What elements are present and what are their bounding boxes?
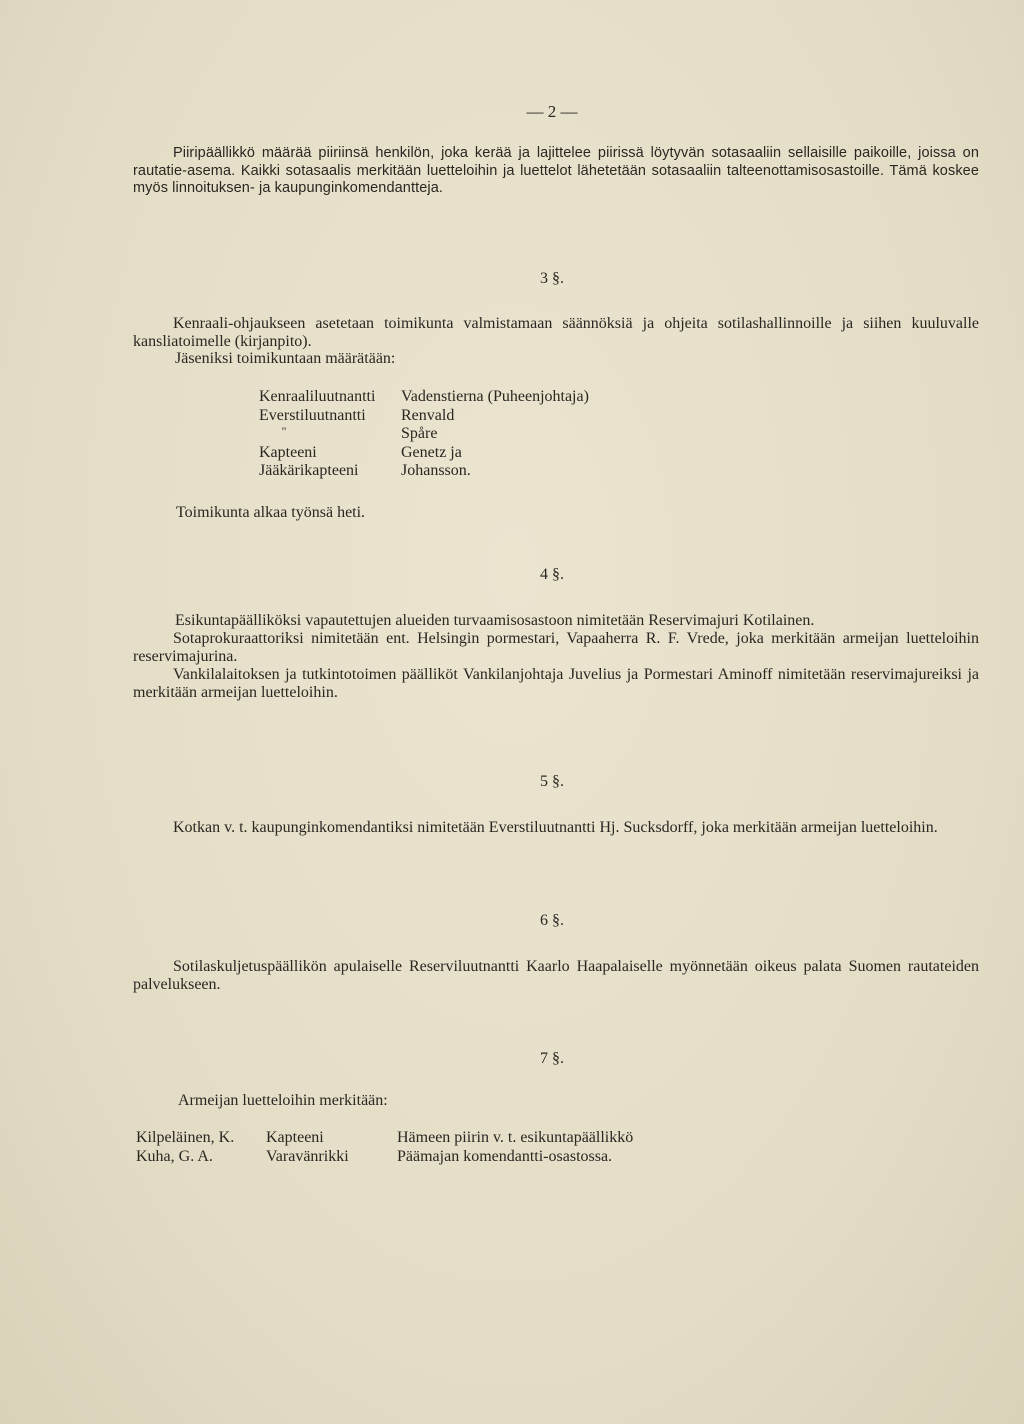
member-name: Genetz ja xyxy=(401,443,462,461)
person-rank: Varavänrikki xyxy=(266,1147,349,1165)
section-5-heading: 5 §. xyxy=(540,773,564,790)
intro-paragraph: Piiripäällikkö määrää piiriinsä henkilön, joka kerää ja lajittelee piirissä löytyvän sotasaaliin sellaisille paikoille, joissa on rautatie-asema. Kaikki sotasaalis merkitään luetteloihin ja luettelot lähetetään sotasaaliin talteenottamisosastoille. Tämä koskee myös linnoituksen- ja kaupunginkomendantteja. xyxy=(133,145,979,196)
section-7-heading: 7 §. xyxy=(540,1050,564,1067)
member-name: Renvald xyxy=(401,406,455,424)
section-7-intro: Armeijan luetteloihin merkitään: xyxy=(178,1092,388,1109)
member-row xyxy=(259,462,589,481)
section-6-paragraph: Sotilaskuljetuspäällikön apulaiselle Reserviluutnantti Kaarlo Haapalaiselle myönnetään oikeus palata Suomen rautateiden palvelukseen. xyxy=(133,958,979,993)
member-rank: Jääkärikapteeni xyxy=(259,462,359,479)
members-intro: Jäseniksi toimikuntaan määrätään: xyxy=(175,350,396,367)
section-4-paragraph-3: Vankilalaitoksen ja tutkintotoimen päälliköt Vankilanjohtaja Juvelius ja Pormestari Aminoff nimitetään reservimajureiksi ja merkitään armeijan luetteloihin. xyxy=(133,666,979,701)
section-3-closing: Toimikunta alkaa työnsä heti. xyxy=(176,504,366,521)
member-name: Vadenstierna (Puheenjohtaja) xyxy=(401,388,589,405)
member-row xyxy=(259,425,589,444)
person-note: Hämeen piirin v. t. esikuntapäällikkö xyxy=(397,1129,634,1146)
member-row xyxy=(259,444,589,463)
section-4-paragraph-2: Sotaprokuraattoriksi nimitetään ent. Helsingin pormestari, Vapaaherra R. F. Vrede, joka merkitään armeijan luetteloihin reservimajurina. xyxy=(133,630,979,665)
person-rank: Kapteeni xyxy=(266,1129,324,1146)
member-name: Spåre xyxy=(401,425,438,442)
member-rank-ditto xyxy=(259,425,401,444)
member-rank: Everstiluutnantti xyxy=(259,406,366,424)
enlisted-people-list xyxy=(136,1129,633,1166)
member-rank: Kapteeni xyxy=(259,443,317,461)
section-3-heading: 3 §. xyxy=(540,270,564,287)
person-row xyxy=(136,1148,633,1167)
section-4-heading: 4 §. xyxy=(540,566,564,583)
member-name: Johansson. xyxy=(401,462,471,479)
committee-members-list xyxy=(259,388,589,481)
member-rank: Kenraaliluutnantti xyxy=(259,388,376,405)
person-note: Päämajan komendantti-osastossa. xyxy=(397,1147,613,1165)
person-name: Kuha, G. A. xyxy=(136,1147,213,1165)
person-name: Kilpeläinen, K. xyxy=(136,1129,235,1146)
member-row xyxy=(259,388,589,407)
section-5-paragraph: Kotkan v. t. kaupunginkomendantiksi nimitetään Everstiluutnantti Hj. Sucksdorff, joka merkitään armeijan luetteloihin. xyxy=(173,819,938,836)
section-6-heading: 6 §. xyxy=(540,912,564,929)
ditto-mark: " xyxy=(281,424,287,438)
section-3-paragraph: Kenraali-ohjaukseen asetetaan toimikunta valmistamaan säännöksiä ja ohjeita sotilashallinnoille ja siihen kuuluvalle kansliatoimelle (kirjanpito). xyxy=(133,315,979,350)
section-4-line-1: Esikuntapäälliköksi vapautettujen alueiden turvaamisosastoon nimitetään Reservimajuri Kotilainen. xyxy=(175,612,815,629)
member-row xyxy=(259,407,589,426)
person-row xyxy=(136,1129,633,1148)
page-number: — 2 — xyxy=(526,102,578,121)
